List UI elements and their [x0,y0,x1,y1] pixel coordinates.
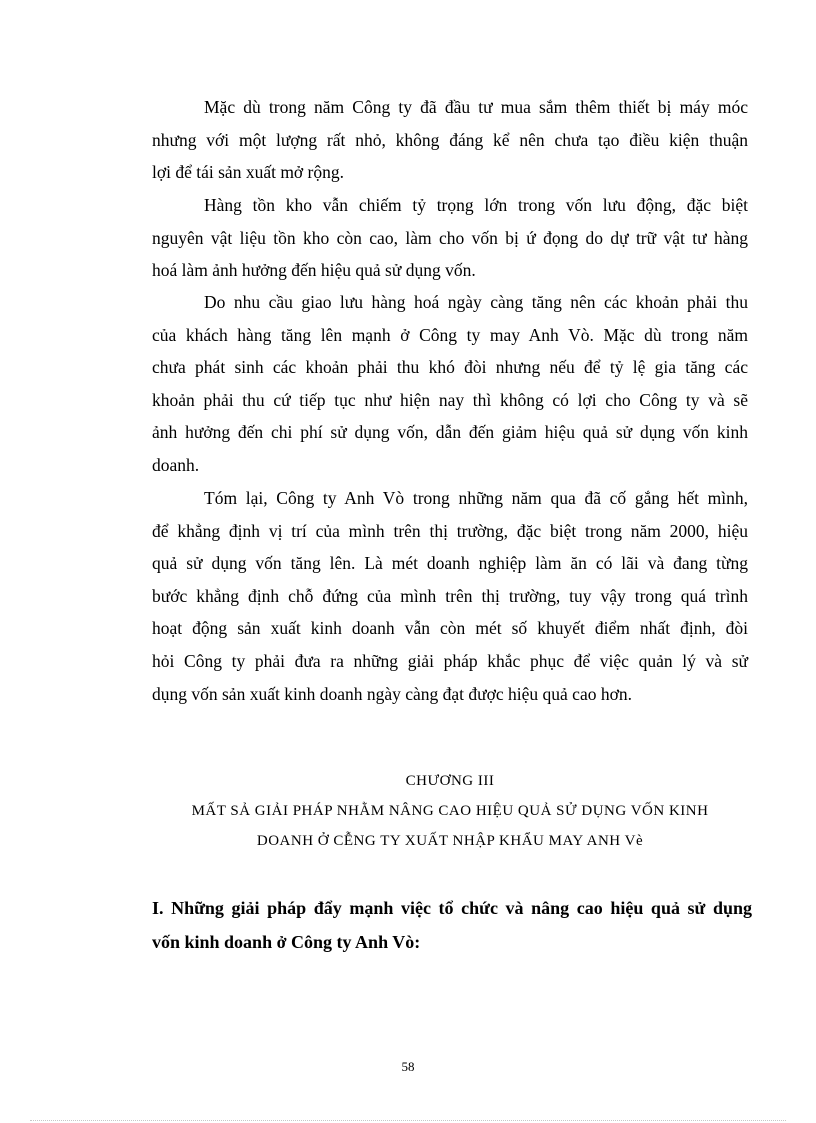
page-edge-divider [30,1120,786,1121]
page-number: 58 [401,1059,415,1074]
paragraph-1 [152,91,748,189]
text-line: Tóm lại, Công ty Anh Vò trong những năm qua đã cố gắng hết mình, [204,488,748,508]
text-line: khoản phải thu cứ tiếp tục như hiện nay thì không có lợi cho Công ty và sẽ [152,389,748,410]
text-line: nguyên vật liệu tồn kho còn cao, làm cho vốn bị ứ đọng do dự trữ vật tư hàng [152,227,748,248]
text-line: hỏi Công ty phải đưa ra những giải pháp khắc phục để việc quản lý và sử [152,650,748,671]
text-line: ảnh hưởng đến chi phí sử dụng vốn, dẫn đến giảm hiệu quả sử dụng vốn kinh [152,422,748,443]
text-line: Hàng tồn kho vẫn chiếm tỷ trọng lớn trong vốn lưu động, đặc biệt [204,195,748,215]
text-line: lợi để tái sản xuất mở rộng. [152,162,345,183]
text-line: dụng vốn sản xuất kinh doanh ngày càng đạt được hiệu quả cao hơn. [152,683,632,704]
text-line: hoá làm ảnh hưởng đến hiệu quả sử dụng vốn. [152,260,476,281]
section-heading-line: I. Những giải pháp đẩy mạnh việc tổ chức và nâng cao hiệu quả sử dụng [152,898,752,918]
text-line: quả sử dụng vốn tăng lên. Là mét doanh nghiệp làm ăn có lãi và đang từng [152,553,748,574]
text-line: để khẳng định vị trí của mình trên thị trường, đặc biệt trong năm 2000, hiệu [152,520,748,541]
text-line: bước khẳng định chỗ đứng của mình trên thị trường, tuy vậy trong quá trình [152,585,748,606]
text-line: Mặc dù trong năm Công ty đã đầu tư mua sắm thêm thiết bị máy móc [204,97,748,117]
paragraph-4 [152,482,748,710]
text-line: Do nhu cầu giao lưu hàng hoá ngày càng tăng nên các khoản phải thu [204,292,748,312]
chapter-subtitle-line-1: MẤT SẢ GIẢI PHÁP NHẰM NÂNG CAO HIỆU QUẢ SỬ DỤNG VỐN KINH [191,803,709,819]
text-line: hoạt động sản xuất kinh doanh vẫn còn mét số khuyết điểm nhất định, đòi [152,618,748,639]
chapter-title: CHƯƠNG III [405,773,495,789]
text-line: doanh. [152,454,200,475]
paragraph-2 [152,189,748,287]
chapter-subtitle-line-2: DOANH Ở CỄNG TY XUẤT NHẬP KHẨU MAY ANH Vè [256,833,644,849]
paragraph-3 [152,286,748,482]
text-line: chưa phát sinh các khoản phải thu khó đòi nhưng nếu để tỷ lệ gia tăng các [152,357,748,378]
section-heading-line: vốn kinh doanh ở Công ty Anh Vò: [152,932,421,952]
text-line: nhưng với một lượng rất nhỏ, không đáng kể nên chưa tạo điều kiện thuận [152,129,748,150]
text-line: của khách hàng tăng lên mạnh ở Công ty may Anh Vò. Mặc dù trong năm [152,324,748,345]
section-heading [152,891,752,959]
